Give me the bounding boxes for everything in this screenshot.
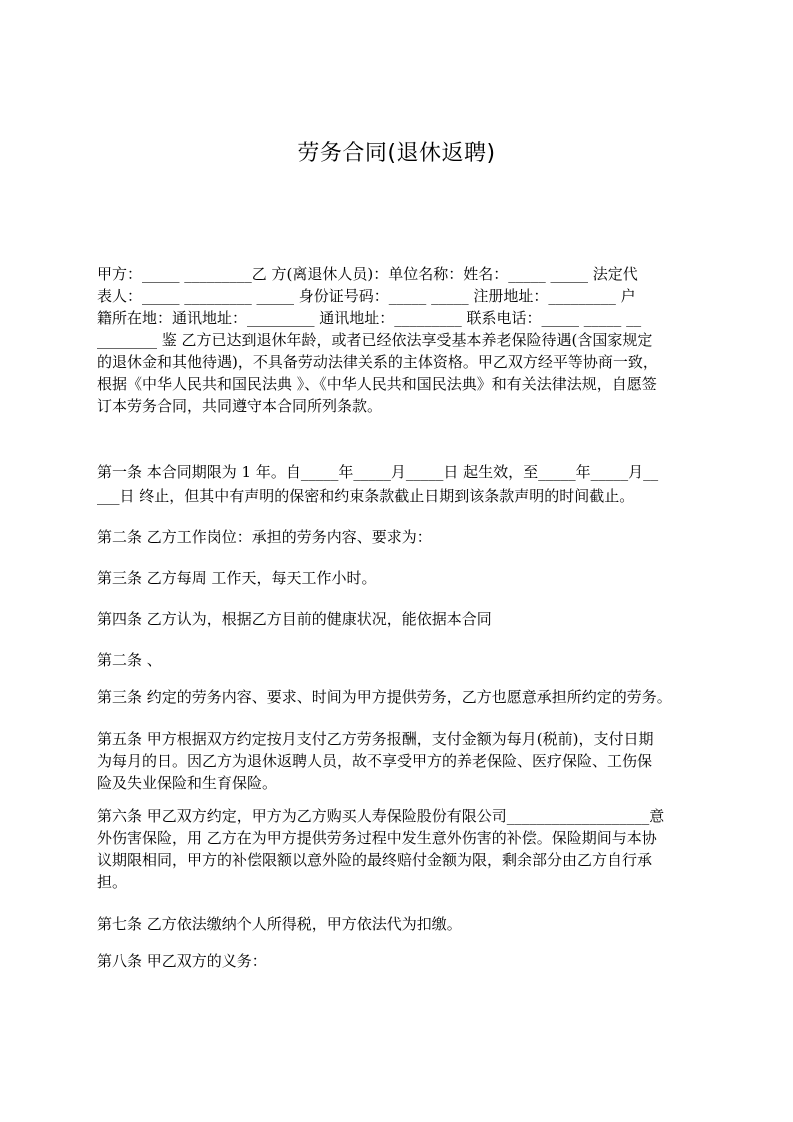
text-line: 第五条 甲方根据双方约定按月支付乙方劳务报酬，支付金额为每月(税前)，支付日期 (97, 730, 654, 748)
text-line: 订本劳务合同，共同遵守本合同所列条款。 (97, 397, 383, 415)
text-line: 的退休金和其他待遇)，不具备劳动法律关系的主体资格。甲乙双方经平等协商一致， (97, 353, 658, 371)
article-4-paragraph (97, 608, 699, 630)
text-line: 第八条 甲乙双方的义务： (97, 952, 267, 970)
text-line: ___日 终止，但其中有声明的保密和约束条款截止日期到该条款声明的时间截止。 (97, 487, 635, 505)
text-line: 籍所在地：通讯地址：_________ 通讯地址：_________ 联系电话：_____ _____ __ (97, 309, 642, 327)
text-line: 第四条 乙方认为，根据乙方目前的健康状况，能依据本合同 (97, 610, 492, 628)
text-line: 第二条 乙方工作岗位：承担的劳务内容、要求为： (97, 528, 432, 546)
article-3-paragraph (97, 567, 699, 589)
text-line: 第一条 本合同期限为 1 年。自_____年_____月_____日 起生效，至_____年_____月__ (97, 463, 659, 481)
article-7-paragraph (97, 913, 699, 935)
article-2-paragraph (97, 526, 699, 548)
text-line: 险及失业保险和生育保险。 (97, 774, 278, 792)
article-5-paragraph (97, 728, 699, 794)
text-line: 第三条 乙方每周 工作天，每天工作小时。 (97, 569, 377, 587)
text-line: 担。 (97, 873, 128, 891)
article-1-paragraph (97, 460, 699, 508)
document-title: 劳务合同(退休返聘) (297, 141, 496, 166)
contract-parties-paragraph (97, 263, 699, 417)
text-line: ________ 鉴 乙方已达到退休年龄，或者已经依法享受基本养老保险待遇(含国家规定 (97, 331, 653, 349)
article-8-paragraph (97, 950, 699, 972)
text-line: 为每月的日。因乙方为退休返聘人员，故不享受甲方的养老保险、医疗保险、工伤保 (97, 752, 653, 770)
text-line: 第二条 、 (97, 651, 162, 669)
text-line: 外伤害保险，用 乙方在为甲方提供劳务过程中发生意外伤害的补偿。保险期间与本协 (97, 829, 657, 847)
article-2b-paragraph (97, 649, 699, 671)
text-line: 议期限相同，甲方的补偿限额以意外险的最终赔付金额为限，剩余部分由乙方自行承 (97, 851, 653, 869)
text-line: 第七条 乙方依法缴纳个人所得税，甲方依法代为扣缴。 (97, 915, 462, 933)
text-line: 第六条 甲乙双方约定，甲方为乙方购买人寿保险股份有限公司___________________意 (97, 807, 665, 825)
text-line: 甲方：_____ _________乙 方(离退休人员)：单位名称：姓名：_____ _____ 法定代 (97, 265, 638, 283)
article-6-paragraph (97, 805, 699, 893)
text-line: 根据《中华人民共和国民法典 》、《中华人民共和国民法典》和有关法律法规，自愿签 (97, 375, 657, 393)
text-line: 第三条 约定的劳务内容、要求、时间为甲方提供劳务，乙方也愿意承担所约定的劳务。 (97, 688, 672, 706)
text-line: 表人：_____ _________ _____ 身份证号码：_____ _____ 注册地址：_________ 户 (97, 287, 636, 305)
article-3b-paragraph (97, 686, 699, 708)
